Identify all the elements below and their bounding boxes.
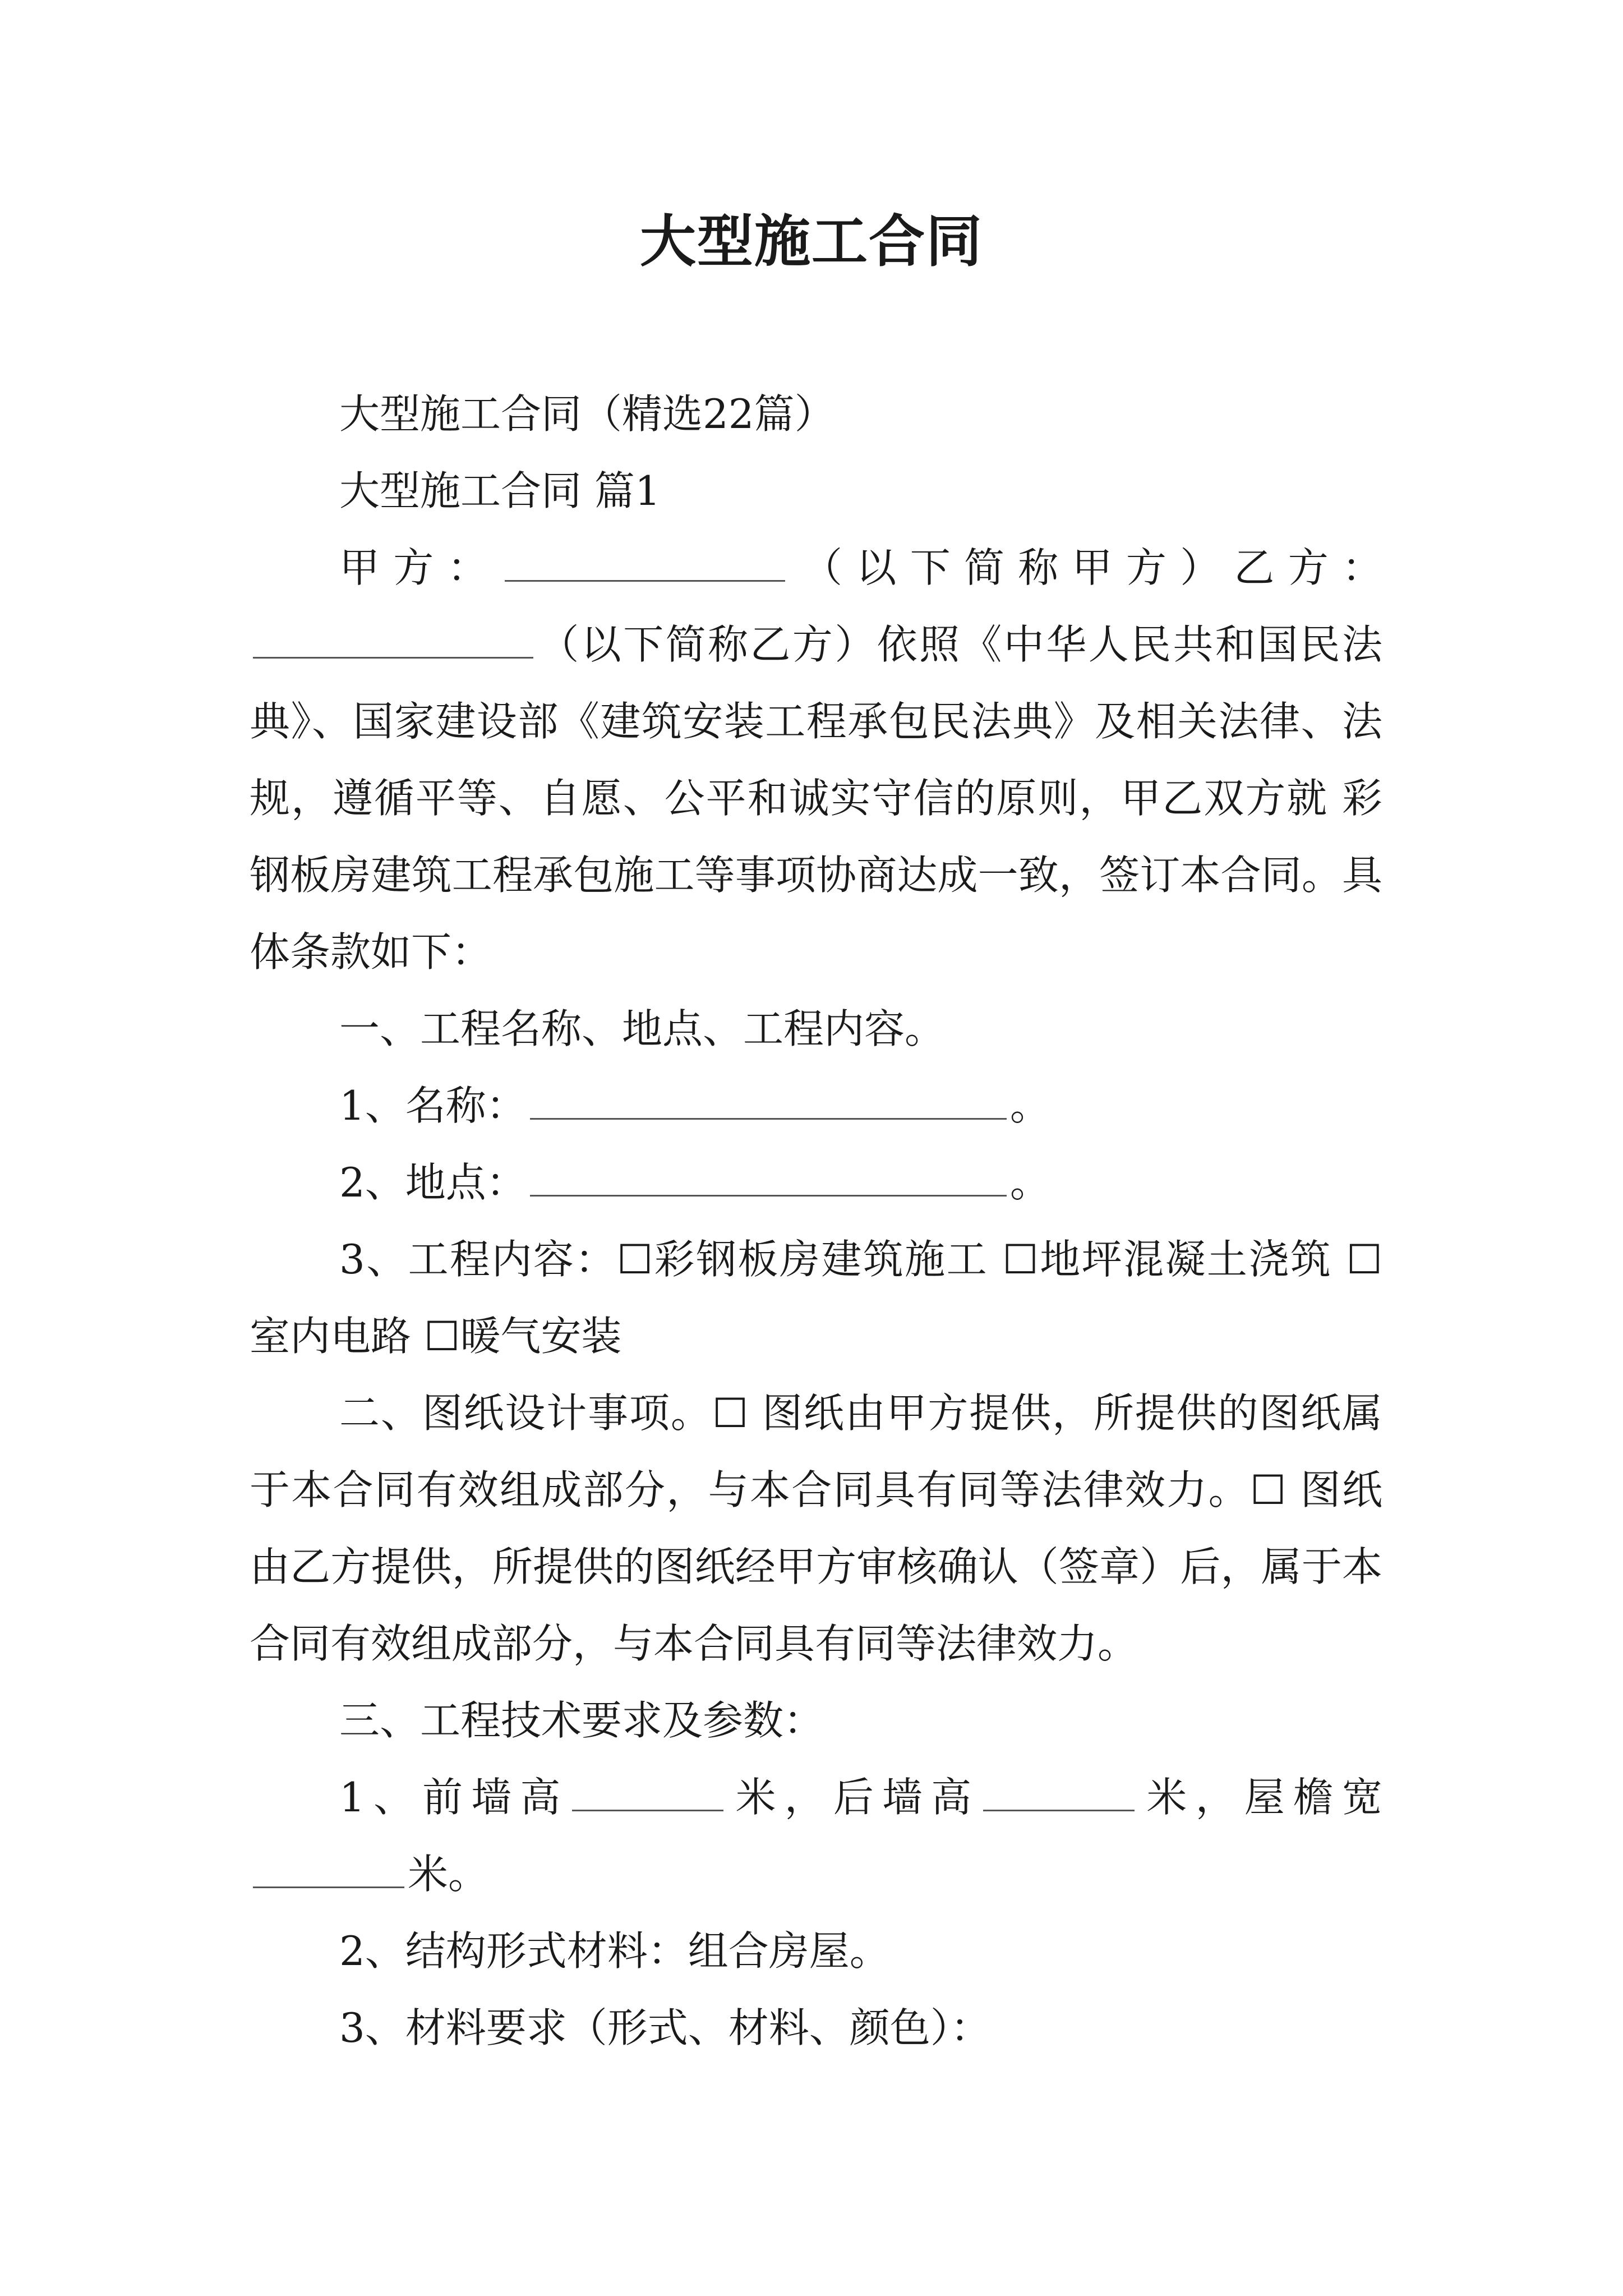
document-title: 大型施工合同 — [640, 208, 983, 274]
eave-width-label: 米，屋檐宽 — [1138, 1774, 1382, 1821]
eave-width-unit: 米。 — [408, 1851, 489, 1898]
location-blank — [530, 1160, 1007, 1197]
clause-1-content: 3、工程内容：☐彩钢板房建筑施工 ☐地坪混凝土浇筑 ☐室内电路 ☐暖气安装 — [250, 1236, 1382, 1360]
party-a-note: （以下简称甲方）乙方： — [788, 544, 1382, 591]
back-wall-blank — [983, 1775, 1135, 1811]
party-b-note: （以下简称乙方）依照《中华人民共和国民法典》、国家建设部《建筑安装工程承包民法典》及相关法律、法规，遵循平等、自愿、公平和诚实守信的原则，甲乙双方就 彩钢板房建筑工程承包施工等事项协商达成一致，签订本合同。具体条款如下： — [250, 621, 1382, 976]
clause-1-location — [250, 1144, 1382, 1221]
section-heading: 大型施工合同 篇1 — [339, 467, 661, 514]
clause-2-text: 二、图纸设计事项。☐ 图纸由甲方提供，所提供的图纸属于本合同有效组成部分，与本合同具有同等法律效力。☐ 图纸由乙方提供，所提供的图纸经甲方审核确认（签章）后，属于本合同有效组成部分，与本合同具有同等法律效力。 — [250, 1389, 1382, 1667]
eave-width-blank — [253, 1852, 404, 1888]
location-label: 2、地点： — [339, 1159, 527, 1206]
clause-3-item-3: 3、材料要求（形式、材料、颜色）： — [339, 2004, 991, 2051]
clause-1-heading: 一、工程名称、地点、工程内容。 — [339, 1005, 946, 1052]
clause-3-heading: 三、工程技术要求及参数： — [339, 1697, 824, 1744]
clause-3-item-2: 2、结构形式材料：组合房屋。 — [339, 1927, 890, 1975]
parties-paragraph — [250, 530, 1382, 991]
party-a-blank — [505, 545, 785, 582]
name-label: 1、名称： — [339, 1082, 527, 1129]
clause-3-item-1 — [250, 1759, 1382, 1913]
document-subtitle: 大型施工合同（精选22篇） — [339, 390, 835, 438]
name-blank — [530, 1083, 1007, 1120]
party-b-blank — [253, 622, 533, 659]
document-body — [250, 376, 1382, 2067]
front-wall-blank — [572, 1775, 723, 1811]
party-a-label: 甲方： — [339, 544, 501, 591]
clause-1-name — [250, 1068, 1382, 1144]
front-wall-label: 1、前墙高 — [339, 1774, 569, 1821]
name-end-mark: 。 — [1009, 1082, 1050, 1129]
back-wall-label: 米，后墙高 — [727, 1774, 980, 1821]
location-end-mark: 。 — [1009, 1159, 1050, 1206]
